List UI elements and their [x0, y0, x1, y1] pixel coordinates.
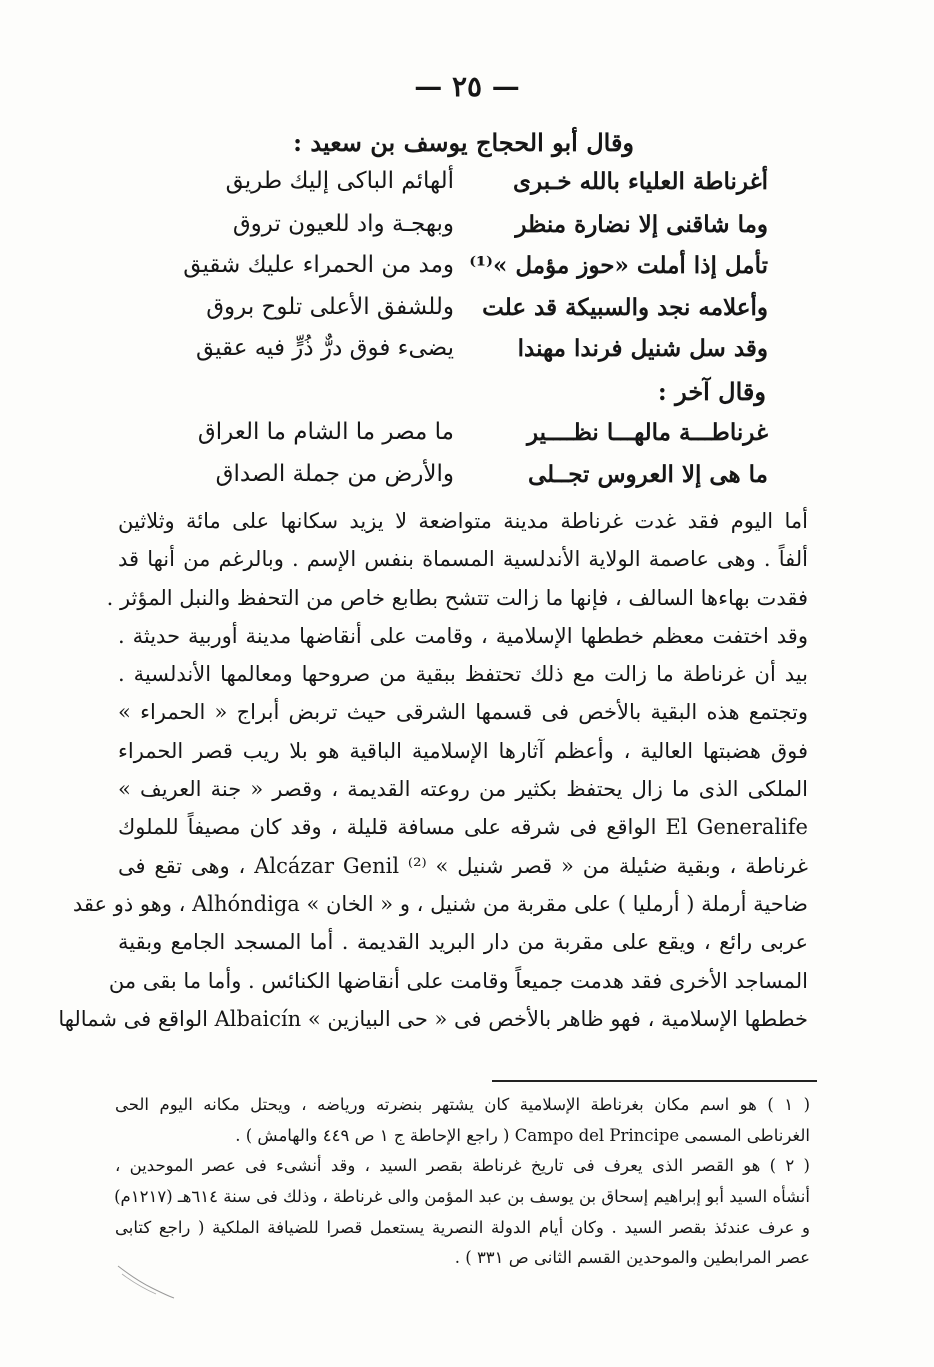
poem2-verse-2 [0, 461, 934, 501]
paragraph-line: وقد اختفت معظم خططها الإسلامية ، وقامت على أنقاضها مدينة أوربية حديثة . [118, 623, 808, 648]
poem1-intro: وقال أبو الحجاج يوسف بن سعيد : [293, 128, 634, 157]
pen-mark [116, 1262, 176, 1302]
paragraph-line: فقدت بهاءها السالف ، فإنها ما زالت تتشح بطابع خاص من التحفظ والنبل المؤثر . [106, 585, 808, 610]
paragraph-line: ضاحية أرملة ( أرمليا ) على مقربة من شنيل ، و « الخان » Alhóndiga ، وهو ذو عقد [72, 891, 808, 916]
poem2-intro: وقال آخر : [657, 377, 766, 406]
footnotes [115, 1090, 810, 1274]
verse-second-hemistich: ما مصر ما الشام ما العراق [197, 419, 454, 445]
poem2-verse-1 [0, 419, 934, 459]
poem1-verse-5 [0, 335, 934, 375]
paragraph-line: خططها الإسلامية ، فهو ظاهر بالأخص فى « حى البيازين » Albaicín الواقع فى شمالها [58, 1006, 808, 1031]
verse-second-hemistich: ومد من الحمراء عليك شقيق [183, 252, 454, 278]
paragraph-line: الملكى الذى ما زال يحتفظ بكثير من روعته القديمة ، وقصر « جنة العريف » [118, 777, 808, 802]
verse-first-hemistich: غرناطـــة مالهـــا نظــــير [526, 419, 768, 446]
footnote-line: عصر المرابطين والموحدين القسم الثانى ص ٣٣١ ) . [454, 1248, 810, 1268]
footnote-line: ( ١ ) هو اسم مكان بغرناطة الإسلامية كان يشتهر بنضرته ورياضه ، ويحتل مكانه اليوم الحى [115, 1095, 811, 1114]
verse-first-hemistich: وأعلامه نجد والسبيكة قد علت [482, 294, 768, 321]
paragraph-line: بيد أن غرناطة ما زالت مع ذلك تحتفظ ببقية من صروحها ومعالمها الأندلسية . [118, 662, 808, 687]
poem1-verse-3 [0, 252, 934, 292]
poem1-verse-1 [0, 168, 934, 208]
page-number: — ٢٥ — [414, 70, 520, 103]
footnote-divider [492, 1080, 817, 1082]
footnote-line: ( ٢ ) هو القصر الذى يعرف فى تاريخ غرناطة بقصر السيد ، وقد أنشىء فى عصر الموحدين ، [115, 1156, 810, 1176]
paragraph-line: ألفاً . وهى عاصمة الولاية الأندلسية المسماة بنفس الإسم . وبالرغم من أنها قد [118, 547, 808, 572]
verse-second-hemistich: وللشفق الأعلى تلوح بروق [206, 294, 454, 320]
paragraph-line: عربى رائع ، ويقع على مقربة من دار البريد القديمة . أما المسجد الجامع وبقية [118, 930, 808, 955]
verse-second-hemistich: يضىء فوق درٌّ ذُرٍّ فيه عقيق [195, 335, 454, 361]
verse-second-hemistich: والأرض من جملة الصداق [215, 461, 454, 487]
footnote-line: أنشأه السيد أبو إبراهيم إسحاق بن يوسف بن عبد المؤمن والى غرناطة ، وذلك فى سنة ٦١٤هـ (١٢١٧م) [114, 1187, 810, 1207]
verse-first-hemistich: وقد سل شنيل فرندا مهندا [517, 335, 768, 362]
verse-first-hemistich: تأمل إذا أملت «حوز مؤمل »⁽¹⁾ [469, 252, 768, 279]
paragraph-line: غرناطة ، وبقية ضئيلة من « قصر شنيل » Alcázar Genil ⁽²⁾ ، وهى تقع فى [118, 853, 808, 878]
verse-first-hemistich: ما هى إلا العروس تجــلى [527, 461, 768, 488]
footnote-line: و عرف عندئذ بقصر السيد . وكان أيام الدولة النصرية يستعمل قصرا للضيافة الملكية ( راجع كتابى [115, 1217, 810, 1237]
footnote-line: الغرناطى المسمى Campo del Principe ( راجع الإحاطة ج ١ ص ٤٤٩ والهامش ) . [235, 1125, 810, 1145]
paragraph-line: أما اليوم فقد غدت غرناطة مدينة متواضعة لا يزيد سكانها على مائة وثلاثين [118, 509, 808, 533]
verse-second-hemistich: ألهائم الباكى إليك طريق [225, 168, 454, 194]
paragraph-line: El Generalife الواقع فى شرقه على مسافة قليلة ، وقد كان مصيفاً للملوك [118, 815, 808, 840]
verse-first-hemistich: أغرناطة العلياء بالله خـبرى [513, 168, 768, 195]
paragraph-line: فوق هضبتها العالية ، وأعظم آثارها الإسلامية الباقية هو بلا ريب قصر الحمراء [118, 738, 808, 763]
paragraph-line: وتجتمع هذه البقية بالأخص فى قسمها الشرقى حيث تربض أبراج « الحمراء » [118, 700, 808, 725]
poem1-verse-4 [0, 294, 934, 334]
verse-second-hemistich: وبهجـة واد للعيون تروق [232, 211, 454, 237]
poem1-verse-2 [0, 211, 934, 251]
body-paragraph [58, 502, 808, 1038]
paragraph-line: المساجد الأخرى فقد هدمت جميعاً وقامت على أنقاضها الكنائس . وأما ما بقى من [108, 968, 808, 993]
verse-first-hemistich: وما شاقنى إلا نضارة منظر [515, 211, 768, 238]
